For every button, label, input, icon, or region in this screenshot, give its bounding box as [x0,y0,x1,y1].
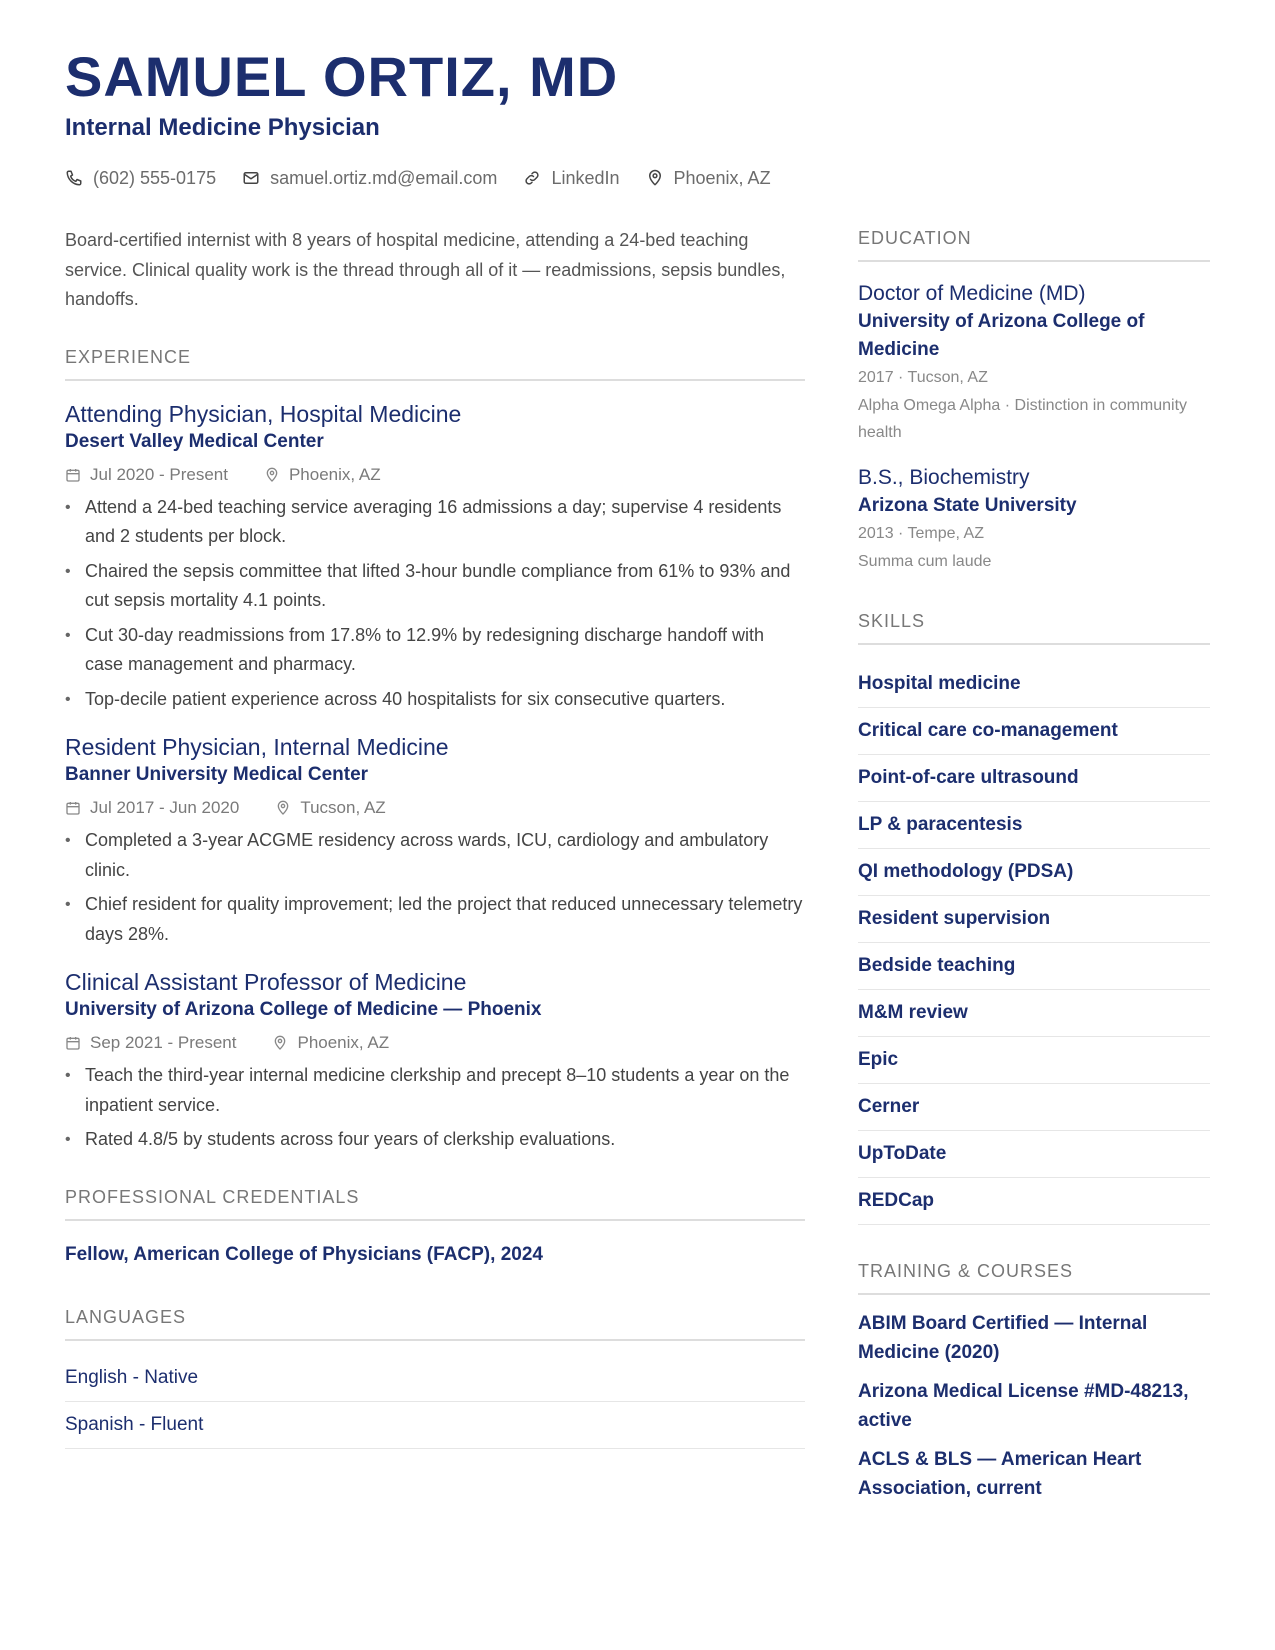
job-title: Resident Physician, Internal Medicine [65,734,449,760]
job-title: Attending Physician, Hospital Medicine [65,400,462,427]
job-meta [65,463,805,487]
location-pin-icon [646,169,664,187]
sidebar-column [858,226,1210,1513]
skill-item: Point-of-care ultrasound [858,755,1210,802]
list-item: • Attend a 24-bed teaching service averaging 16 admissions a day; supervise 4 residents and 2 students per block. [65,493,805,552]
location-pin-icon [264,467,280,483]
skill-item: Hospital medicine [858,661,1210,708]
education-heading: EDUCATION [858,226,1210,262]
job-dates [65,796,239,820]
education-school: University of Arizona College of Medicine [858,311,1145,360]
list-item: • Teach the third-year internal medicine clerkship and precept 8–10 students a year on the inpatient service. [65,1061,805,1120]
languages-heading: LANGUAGES [65,1305,805,1341]
job-meta [65,1031,805,1055]
main-column [65,226,805,1449]
job-dates [65,463,228,487]
contact-bar [65,165,797,191]
job-entry [65,732,805,949]
contact-email-text[interactable]: samuel.ortiz.md@email.com [270,168,498,188]
skill-item: QI methodology (PDSA) [858,849,1210,896]
training-item: Arizona Medical License #MD-48213, active [858,1381,1189,1431]
job-organization: Banner University Medical Center [65,764,369,785]
contact-location-text: Phoenix, AZ [673,168,771,188]
education-note: Alpha Omega Alpha · Distinction in community health [858,397,1188,441]
skill-item: Bedside teaching [858,943,1210,990]
experience-heading: EXPERIENCE [65,345,805,381]
contact-location [646,165,771,191]
education-degree: B.S., Biochemistry [858,466,1030,489]
job-location [272,1031,389,1055]
job-location-text: Tucson, AZ [300,798,386,817]
language-item: English - Native [65,1355,805,1402]
job-entry [65,967,805,1155]
education-school: Arizona State University [858,495,1077,516]
list-item: • Top-decile patient experience across 40 hospitalists for six consecutive quarters. [65,685,805,715]
calendar-icon [65,800,81,816]
summary: Board-certified internist with 8 years of hospital medicine, attending a 24-bed teaching service. Clinical quality work is the thread through all of it — readmissions, sepsis bundles, handoffs. [65,230,786,309]
calendar-icon [65,467,81,483]
credentials-heading: PROFESSIONAL CREDENTIALS [65,1185,805,1221]
skill-item: Cerner [858,1084,1210,1131]
list-item: • Rated 4.8/5 by students across four years of clerkship evaluations. [65,1125,805,1155]
education-meta: 2017 · Tucson, AZ [858,369,988,386]
training-heading: TRAINING & COURSES [858,1259,1210,1295]
contact-email[interactable] [242,165,497,191]
languages-list [65,1355,805,1449]
job-location-text: Phoenix, AZ [288,464,381,484]
calendar-icon [65,1035,81,1051]
job-dates [65,1031,236,1055]
skills-heading: SKILLS [858,609,1210,645]
contact-phone [65,165,216,191]
list-item: • Chief resident for quality improvement; led the project that reduced unnecessary telemetry days 28%. [65,890,805,949]
job-entry [65,399,805,715]
training-list [858,1309,1210,1503]
link-icon [523,169,541,187]
education-entry [858,280,1210,446]
job-bullets [65,493,805,715]
list-item: • Cut 30-day readmissions from 17.8% to 12.9% by redesigning discharge handoff with case management and pharmacy. [65,621,805,680]
job-bullets [65,1061,805,1155]
skill-item: Epic [858,1037,1210,1084]
skill-item: REDCap [858,1178,1210,1225]
phone-icon [65,169,83,187]
training-item: ABIM Board Certified — Internal Medicine (2020) [858,1313,1148,1363]
job-organization: University of Arizona College of Medicine — Phoenix [65,999,542,1020]
resume-title: Internal Medicine Physician [65,114,380,141]
job-meta [65,796,805,820]
credential-item: Fellow, American College of Physicians (FACP), 2024 [65,1243,543,1265]
skill-item: LP & paracentesis [858,802,1210,849]
location-pin-icon [272,1035,288,1051]
mail-icon [242,169,260,187]
skills-list [858,661,1210,1225]
training-item: ACLS & BLS — American Heart Association, current [858,1449,1142,1499]
education-entry [858,464,1210,575]
contact-phone-text: (602) 555-0175 [93,168,217,188]
job-dates-text: Jul 2020 - Present [90,464,228,484]
contact-linkedin-text[interactable]: LinkedIn [551,168,620,188]
job-bullets [65,826,805,949]
skill-item: M&M review [858,990,1210,1037]
skill-item: UpToDate [858,1131,1210,1178]
job-location-text: Phoenix, AZ [297,1033,390,1052]
education-note: Summa cum laude [858,553,992,570]
job-location [275,796,385,820]
skill-item: Resident supervision [858,896,1210,943]
education-meta: 2013 · Tempe, AZ [858,525,984,542]
location-pin-icon [275,800,291,816]
resume-name: SAMUEL ORTIZ, MD [65,45,619,108]
list-item: • Completed a 3-year ACGME residency across wards, ICU, cardiology and ambulatory clinic. [65,826,805,885]
job-dates-text: Sep 2021 - Present [90,1033,237,1052]
job-dates-text: Jul 2017 - Jun 2020 [90,798,240,817]
list-item: • Chaired the sepsis committee that lifted 3-hour bundle compliance from 61% to 93% and cut sepsis mortality 4.1 points. [65,557,805,616]
education-degree: Doctor of Medicine (MD) [858,282,1086,305]
language-item: Spanish - Fluent [65,1402,805,1449]
job-location [264,463,381,487]
contact-linkedin[interactable] [523,165,619,191]
skill-item: Critical care co-management [858,708,1210,755]
job-title: Clinical Assistant Professor of Medicine [65,969,467,995]
job-organization: Desert Valley Medical Center [65,430,324,452]
